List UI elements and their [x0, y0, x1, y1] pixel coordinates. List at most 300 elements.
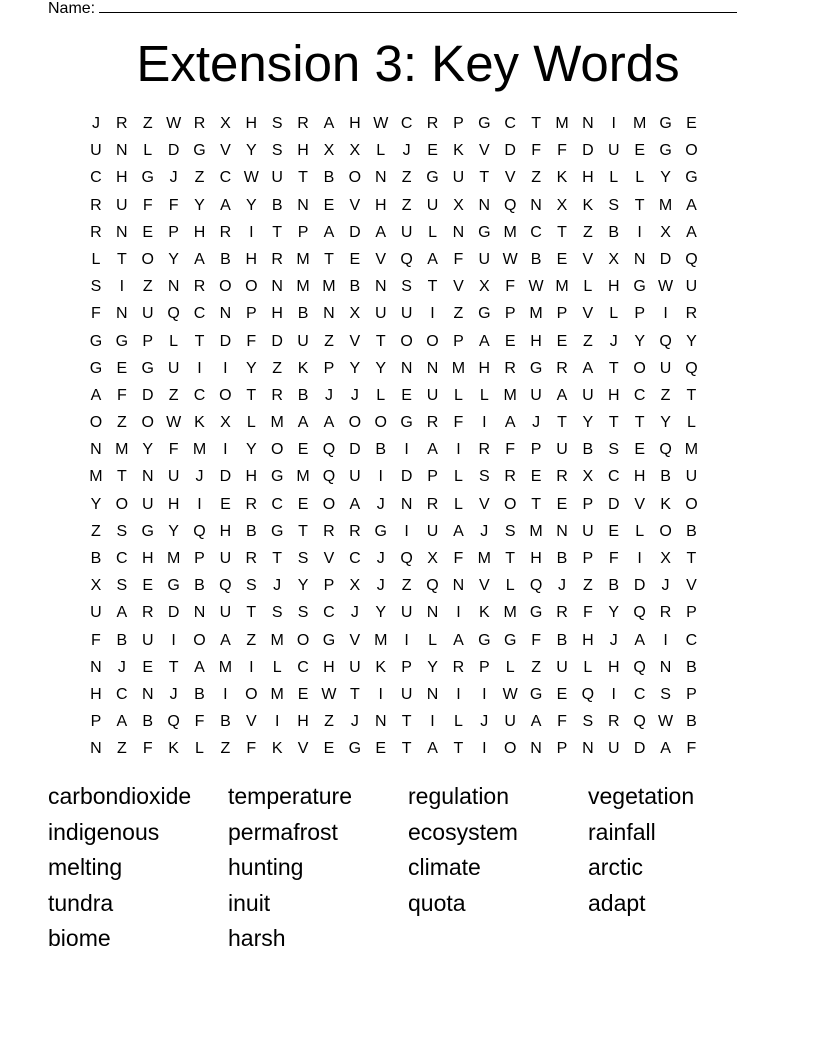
grid-letter: T [634, 414, 645, 432]
grid-letter: B [660, 468, 671, 486]
grid-letter: T [401, 740, 412, 758]
grid-letter: G [659, 115, 672, 132]
grid-letter: N [116, 223, 128, 241]
grid-letter: E [375, 740, 387, 758]
grid-letter: N [556, 522, 568, 540]
grid-letter: U [426, 522, 439, 540]
grid-letter: H [141, 550, 154, 567]
word-bank-item: rainfall [588, 818, 656, 845]
word-bank-item: melting [48, 854, 123, 881]
name-underline [99, 0, 737, 13]
grid-letter: P [168, 223, 179, 241]
grid-letter: V [349, 196, 361, 214]
grid-letter: G [426, 169, 439, 187]
grid-letter: G [374, 522, 387, 540]
grid-letter: Q [659, 332, 672, 350]
name-label: Name: [48, 0, 96, 17]
grid-letter: B [608, 577, 620, 595]
grid-letter: S [582, 713, 594, 731]
grid-letter: D [219, 332, 232, 350]
grid-letter: B [686, 522, 697, 540]
grid-letter: K [194, 414, 205, 432]
grid-letter: I [663, 305, 668, 323]
grid-letter: G [529, 685, 543, 703]
grid-letter: Q [167, 713, 180, 731]
grid-letter: I [637, 223, 642, 241]
grid-letter: M [89, 468, 103, 486]
grid-letter: P [323, 359, 335, 377]
grid-letter: I [482, 740, 487, 758]
grid-letter: G [270, 522, 284, 540]
grid-letter: O [245, 278, 258, 296]
grid-letter: P [530, 441, 542, 459]
grid-letter: R [452, 658, 465, 676]
grid-letter: A [116, 713, 128, 731]
grid-letter: J [169, 685, 178, 703]
grid-letter: E [142, 658, 154, 676]
grid-letter: L [453, 386, 463, 404]
grid-letter: N [452, 223, 465, 241]
grid-letter: I [611, 685, 616, 703]
grid-letter: I [223, 685, 228, 703]
grid-letter: D [271, 332, 283, 350]
grid-letter: E [556, 495, 568, 513]
grid-letter: J [350, 713, 359, 731]
grid-letter: J [480, 713, 489, 731]
grid-letter: S [271, 142, 283, 160]
grid-letter: N [659, 658, 672, 676]
grid-letter: Y [168, 250, 179, 268]
grid-letter: S [401, 278, 412, 296]
grid-letter: U [116, 196, 128, 214]
grid-letter: O [374, 414, 387, 432]
grid-row [83, 654, 733, 681]
word-bank-item: hunting [228, 854, 304, 881]
grid-letter: J [661, 577, 670, 595]
grid-letter: N [530, 740, 542, 758]
grid-letter: V [297, 740, 309, 758]
grid-letter: N [219, 305, 232, 323]
grid-letter: F [582, 604, 593, 622]
grid-letter: L [609, 305, 619, 323]
grid-letter: C [323, 604, 335, 622]
grid-letter: B [556, 550, 568, 567]
grid-letter: W [321, 685, 337, 703]
grid-letter: B [194, 577, 205, 595]
grid-letter: A [375, 223, 387, 241]
grid-letter: L [376, 142, 386, 160]
grid-letter: X [478, 278, 490, 296]
grid-letter: Q [633, 604, 646, 622]
grid-letter: N [426, 604, 439, 622]
grid-letter: I [482, 414, 487, 432]
grid-letter: R [556, 359, 568, 377]
grid-letter: M [529, 305, 543, 323]
word-bank-item: quota [408, 889, 466, 916]
grid-letter: F [168, 196, 179, 214]
grid-letter: X [349, 577, 361, 595]
grid-letter: N [400, 495, 413, 513]
grid-letter: O [426, 332, 439, 350]
grid-letter: B [608, 223, 620, 241]
grid-letter: M [555, 115, 569, 132]
grid-letter: R [426, 414, 439, 432]
grid-letter: J [609, 332, 618, 350]
grid-letter: F [453, 414, 464, 432]
grid-letter: Z [116, 740, 127, 758]
grid-letter: Z [324, 332, 334, 350]
grid-letter: B [194, 685, 205, 703]
grid-letter: H [297, 713, 309, 731]
grid-letter: Y [245, 441, 257, 459]
grid-letter: A [220, 631, 231, 649]
grid-letter: D [633, 577, 646, 595]
grid-letter: Q [193, 522, 206, 540]
grid-letter: U [167, 359, 180, 377]
grid-letter: B [271, 196, 283, 214]
grid-letter: Z [401, 577, 412, 595]
grid-letter: T [608, 414, 619, 432]
grid-letter: G [633, 278, 646, 296]
grid-letter: C [685, 631, 698, 649]
grid-letter: R [323, 522, 335, 540]
grid-letter: I [378, 468, 383, 486]
grid-letter: B [323, 169, 335, 187]
grid-letter: T [116, 468, 127, 486]
grid-letter: G [270, 468, 284, 486]
grid-letter: H [607, 658, 620, 676]
grid-letter: W [502, 685, 518, 703]
grid-letter: H [323, 658, 335, 676]
grid-letter: Z [401, 169, 412, 187]
grid-letter: N [374, 278, 387, 296]
grid-letter: Q [426, 577, 439, 595]
grid-letter: C [116, 685, 128, 703]
grid-letter: U [374, 305, 387, 323]
grid-letter: Y [582, 414, 594, 432]
grid-letter: U [426, 196, 439, 214]
grid-letter: S [116, 522, 128, 540]
grid-letter: N [323, 305, 335, 323]
grid-letter: O [141, 250, 154, 268]
grid-letter: Y [634, 332, 645, 350]
grid-row [83, 164, 733, 191]
grid-letter: U [400, 604, 413, 622]
grid-letter: X [220, 414, 231, 432]
grid-letter: A [194, 658, 205, 676]
word-bank-item: regulation [408, 783, 510, 809]
grid-letter: H [245, 468, 258, 486]
grid-letter: M [270, 414, 284, 432]
grid-letter: I [197, 359, 202, 377]
grid-letter: D [582, 142, 594, 160]
grid-letter: C [349, 550, 361, 567]
grid-letter: M [503, 386, 517, 404]
grid-letter: P [194, 550, 205, 567]
grid-letter: D [167, 142, 180, 160]
grid-letter: I [249, 658, 254, 676]
grid-letter: V [478, 577, 490, 595]
grid-letter: A [556, 386, 568, 404]
grid-letter: L [583, 658, 593, 676]
grid-letter: S [297, 550, 309, 567]
grid-letter: Y [608, 604, 620, 622]
grid-letter: T [608, 359, 619, 377]
grid-letter: U [219, 550, 232, 567]
grid-letter: D [607, 495, 620, 513]
grid-letter: I [430, 713, 435, 731]
grid-letter: R [90, 223, 102, 241]
grid-letter: B [530, 250, 542, 268]
grid-letter: I [404, 522, 409, 540]
grid-letter: X [660, 550, 671, 567]
grid-letter: G [529, 359, 543, 377]
grid-letter: V [582, 305, 594, 323]
word-bank-item: carbondioxide [48, 783, 192, 809]
word-bank-item: vegetation [588, 783, 695, 809]
grid-letter: P [142, 332, 154, 350]
grid-letter: O [685, 495, 698, 513]
grid-letter: U [141, 631, 154, 649]
grid-letter: N [582, 115, 594, 132]
grid-letter: E [297, 441, 309, 459]
grid-letter: L [453, 468, 463, 486]
grid-letter: P [556, 740, 568, 758]
grid-letter: B [375, 441, 387, 459]
grid-letter: C [400, 115, 413, 132]
grid-letter: O [322, 495, 336, 513]
grid-letter: U [90, 142, 102, 160]
grid-letter: Z [142, 278, 153, 296]
grid-letter: H [193, 223, 206, 241]
grid-letter: I [482, 685, 487, 703]
grid-row [83, 137, 733, 164]
grid-letter: C [116, 550, 128, 567]
grid-letter: O [270, 441, 284, 459]
grid-letter: U [478, 250, 491, 268]
grid-letter: T [246, 604, 257, 622]
grid-letter: W [528, 278, 544, 296]
grid-letter: O [348, 414, 362, 432]
grid-letter: O [89, 414, 103, 432]
grid-letter: N [141, 685, 154, 703]
grid-letter: T [116, 250, 127, 268]
grid-letter: M [192, 441, 207, 459]
grid-letter: G [141, 522, 154, 540]
grid-letter: U [685, 468, 698, 486]
grid-letter: B [220, 250, 231, 268]
grid-letter: J [195, 468, 204, 486]
grid-letter: U [400, 223, 413, 241]
grid-letter: K [375, 658, 387, 676]
grid-letter: B [556, 631, 568, 649]
grid-letter: U [400, 685, 413, 703]
grid-letter: M [632, 115, 647, 132]
grid-letter: Z [531, 169, 541, 187]
grid-letter: I [456, 604, 461, 622]
grid-letter: Z [116, 414, 127, 432]
grid-letter: S [90, 278, 102, 296]
grid-letter: M [658, 196, 673, 214]
grid-letter: R [426, 495, 439, 513]
grid-letter: W [502, 250, 518, 268]
grid-letter: H [297, 142, 309, 160]
grid-letter: E [142, 223, 154, 241]
grid-letter: Z [453, 305, 464, 323]
word-bank-item: tundra [48, 889, 114, 916]
grid-letter: F [116, 386, 127, 404]
grid-letter: U [349, 468, 361, 486]
grid-letter: H [582, 169, 594, 187]
grid-letter: Q [167, 305, 180, 323]
grid-letter: P [478, 658, 490, 676]
grid-letter: Q [633, 658, 646, 676]
grid-row [83, 708, 733, 735]
grid-letter: A [323, 115, 335, 132]
grid-letter: M [684, 441, 699, 459]
grid-letter: J [480, 522, 489, 540]
grid-letter: A [427, 441, 438, 459]
grid-letter: P [90, 713, 102, 731]
grid-letter: I [249, 223, 254, 241]
grid-letter: V [220, 142, 231, 160]
word-bank-item: ecosystem [408, 818, 518, 845]
grid-letter: C [633, 386, 646, 404]
grid-letter: Q [633, 713, 646, 731]
grid-letter: T [557, 414, 567, 432]
grid-letter: H [530, 332, 542, 350]
grid-letter: U [685, 278, 698, 296]
grid-letter: E [142, 577, 154, 595]
grid-letter: Z [142, 115, 153, 132]
grid-letter: M [529, 522, 543, 540]
grid-letter: N [90, 740, 102, 758]
grid-letter: R [556, 468, 568, 486]
grid-letter: O [503, 495, 517, 513]
grid-letter: U [556, 658, 568, 676]
grid-row [83, 382, 733, 409]
grid-letter: T [401, 713, 412, 731]
grid-letter: O [245, 685, 258, 703]
grid-letter: R [478, 441, 491, 459]
grid-letter: O [219, 278, 232, 296]
grid-letter: G [478, 305, 491, 323]
grid-letter: N [400, 359, 413, 377]
grid-letter: R [556, 604, 568, 622]
grid-letter: G [115, 332, 129, 350]
grid-letter: P [427, 468, 438, 486]
grid-letter: J [376, 577, 385, 595]
grid-letter: G [685, 169, 698, 187]
grid-letter: Q [685, 250, 698, 268]
grid-letter: I [404, 631, 409, 649]
grid-letter: G [193, 142, 206, 160]
grid-letter: T [168, 658, 179, 676]
grid-letter: M [374, 631, 388, 649]
word-bank-item: arctic [588, 854, 643, 881]
grid-letter: K [297, 359, 309, 377]
grid-letter: N [90, 441, 102, 459]
grid-letter: D [349, 441, 361, 459]
grid-letter: G [478, 115, 491, 132]
grid-letter: Y [660, 169, 671, 187]
grid-letter: T [557, 223, 567, 241]
grid-letter: L [505, 577, 515, 595]
grid-letter: X [323, 142, 335, 160]
grid-letter: F [194, 713, 205, 731]
word-bank-item: permafrost [228, 818, 338, 845]
grid-letter: C [193, 305, 206, 323]
grid-letter: U [556, 441, 568, 459]
grid-letter: C [530, 223, 542, 241]
grid-letter: K [453, 142, 464, 160]
grid-letter: B [297, 305, 309, 323]
grid-letter: P [401, 658, 412, 676]
grid-letter: A [530, 713, 542, 731]
grid-letter: I [119, 278, 125, 296]
grid-letter: Z [194, 169, 205, 187]
grid-letter: N [452, 577, 465, 595]
grid-letter: H [607, 386, 620, 404]
grid-letter: G [478, 223, 491, 241]
grid-letter: A [582, 359, 594, 377]
grid-letter: O [219, 386, 232, 404]
grid-letter: F [142, 196, 153, 214]
grid-letter: E [556, 332, 568, 350]
grid-letter: A [686, 196, 697, 214]
grid-letter: W [657, 713, 674, 731]
grid-letter: E [427, 142, 438, 160]
page-title: Extension 3: Key Words [136, 35, 680, 92]
grid-letter: P [582, 550, 594, 567]
grid-letter: Y [168, 522, 179, 540]
grid-letter: N [193, 604, 206, 622]
grid-letter: L [143, 142, 153, 160]
grid-letter: R [504, 359, 516, 377]
grid-letter: C [219, 169, 232, 187]
grid-letter: F [453, 550, 464, 567]
grid-letter: P [453, 115, 464, 132]
word-bank-item: harsh [228, 925, 286, 952]
grid-letter: E [297, 685, 309, 703]
grid-letter: Y [349, 359, 361, 377]
grid-letter: G [89, 332, 103, 350]
grid-letter: U [607, 740, 620, 758]
grid-letter: G [167, 577, 180, 595]
grid-letter: E [323, 740, 335, 758]
grid-letter: R [659, 604, 672, 622]
grid-letter: F [531, 631, 541, 649]
grid-letter: A [323, 223, 335, 241]
letter-grid [83, 110, 733, 763]
grid-letter: H [167, 495, 180, 513]
grid-letter: V [349, 631, 361, 649]
grid-letter: A [660, 740, 671, 758]
grid-letter: R [271, 250, 283, 268]
grid-letter: Y [245, 196, 257, 214]
grid-letter: H [633, 468, 646, 486]
grid-letter: P [297, 223, 309, 241]
grid-letter: F [246, 740, 257, 758]
grid-letter: Y [660, 414, 671, 432]
grid-letter: J [532, 414, 541, 432]
grid-letter: M [296, 278, 310, 296]
grid-letter: N [167, 278, 180, 296]
grid-letter: X [582, 468, 594, 486]
grid-letter: V [478, 495, 490, 513]
grid-letter: U [659, 359, 672, 377]
grid-letter: C [607, 468, 620, 486]
